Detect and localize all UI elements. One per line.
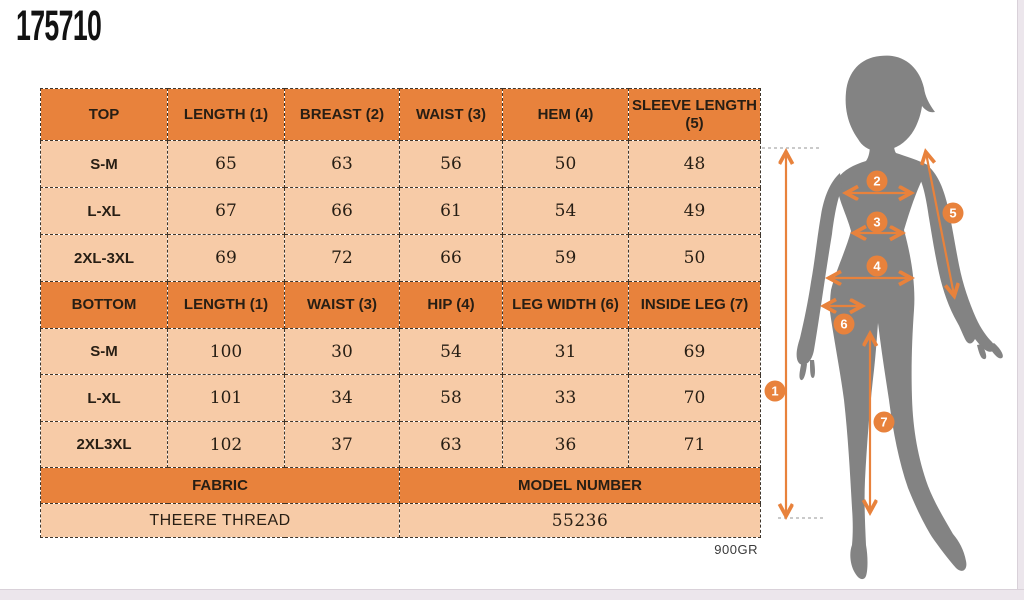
table-row xyxy=(41,329,761,375)
value-cell: 50 xyxy=(503,141,629,188)
size-label: S-M xyxy=(41,329,168,375)
marker-2-number: 2 xyxy=(873,173,881,189)
size-label: S-M xyxy=(41,141,168,188)
value-cell: 100 xyxy=(168,329,285,375)
value-cell: 58 xyxy=(400,375,503,422)
fabric-value: THEERE THREAD xyxy=(41,504,400,538)
value-cell: 67 xyxy=(168,188,285,235)
col-header-length: LENGTH (1) xyxy=(168,282,285,329)
table-row xyxy=(41,188,761,235)
table-row xyxy=(41,235,761,282)
col-header-sleeve-length: SLEEVE LENGTH (5) xyxy=(629,89,761,141)
value-cell: 101 xyxy=(168,375,285,422)
value-cell: 63 xyxy=(285,141,400,188)
value-cell: 69 xyxy=(629,329,761,375)
marker-3-number: 3 xyxy=(873,214,881,230)
col-header-bottom: BOTTOM xyxy=(41,282,168,329)
value-cell: 102 xyxy=(168,422,285,468)
model-number-value: 55236 xyxy=(400,504,761,538)
product-code: 175710 xyxy=(16,2,102,50)
fabric-label: FABRIC xyxy=(41,468,400,504)
model-silhouette xyxy=(797,56,1003,580)
value-cell: 70 xyxy=(629,375,761,422)
value-cell: 54 xyxy=(503,188,629,235)
page-edge-right xyxy=(1017,0,1024,600)
size-label: 2XL3XL xyxy=(41,422,168,468)
value-cell: 65 xyxy=(168,141,285,188)
size-label: L-XL xyxy=(41,188,168,235)
model-number-label: MODEL NUMBER xyxy=(400,468,761,504)
table-row xyxy=(41,375,761,422)
model-silhouette-graphic xyxy=(760,40,1024,600)
value-cell: 69 xyxy=(168,235,285,282)
footer-labels-row xyxy=(41,468,761,504)
value-cell: 59 xyxy=(503,235,629,282)
marker-7-number: 7 xyxy=(880,414,888,430)
top-header-row xyxy=(41,89,761,141)
value-cell: 56 xyxy=(400,141,503,188)
value-cell: 34 xyxy=(285,375,400,422)
col-header-length: LENGTH (1) xyxy=(168,89,285,141)
value-cell: 33 xyxy=(503,375,629,422)
col-header-top: TOP xyxy=(41,89,168,141)
value-cell: 72 xyxy=(285,235,400,282)
head-silhouette xyxy=(846,56,935,152)
marker-5-number: 5 xyxy=(949,205,957,221)
value-cell: 37 xyxy=(285,422,400,468)
size-label: 2XL-3XL xyxy=(41,235,168,282)
col-header-waist: WAIST (3) xyxy=(400,89,503,141)
col-header-waist: WAIST (3) xyxy=(285,282,400,329)
col-header-breast: BREAST (2) xyxy=(285,89,400,141)
table-row xyxy=(41,141,761,188)
marker-4-number: 4 xyxy=(873,258,881,274)
value-cell: 31 xyxy=(503,329,629,375)
col-header-inside-leg: INSIDE LEG (7) xyxy=(629,282,761,329)
value-cell: 54 xyxy=(400,329,503,375)
value-cell: 50 xyxy=(629,235,761,282)
value-cell: 66 xyxy=(400,235,503,282)
col-header-leg-width: LEG WIDTH (6) xyxy=(503,282,629,329)
measurement-figure xyxy=(760,40,1024,600)
page-edge-bottom xyxy=(0,589,1024,600)
marker-1-number: 1 xyxy=(771,383,779,399)
value-cell: 61 xyxy=(400,188,503,235)
value-cell: 71 xyxy=(629,422,761,468)
footer-values-row xyxy=(41,504,761,538)
col-header-hem: HEM (4) xyxy=(503,89,629,141)
value-cell: 30 xyxy=(285,329,400,375)
value-cell: 63 xyxy=(400,422,503,468)
size-label: L-XL xyxy=(41,375,168,422)
weight-note: 900GR xyxy=(714,542,758,557)
marker-6-number: 6 xyxy=(840,316,848,332)
right-arm-silhouette xyxy=(920,165,994,352)
col-header-hip: HIP (4) xyxy=(400,282,503,329)
value-cell: 48 xyxy=(629,141,761,188)
size-chart-table xyxy=(40,88,761,538)
bottom-header-row xyxy=(41,282,761,329)
value-cell: 36 xyxy=(503,422,629,468)
value-cell: 66 xyxy=(285,188,400,235)
value-cell: 49 xyxy=(629,188,761,235)
table-row xyxy=(41,422,761,468)
